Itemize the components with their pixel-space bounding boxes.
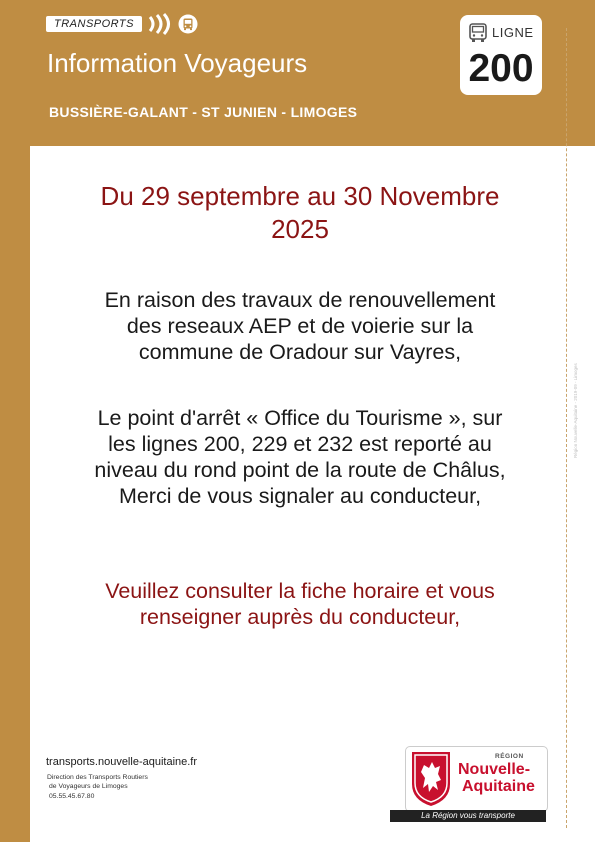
- route-subtitle: BUSSIÈRE-GALANT - ST JUNIEN - LIMOGES: [49, 104, 358, 120]
- region-tagline: La Région vous transporte: [390, 810, 546, 822]
- notice-paragraph-timetable: [40, 578, 560, 630]
- paragraph-line: les lignes 200, 229 et 232 est reporté au: [108, 432, 492, 456]
- page-title: Information Voyageurs: [47, 48, 308, 78]
- region-name-line: Aquitaine: [462, 778, 535, 795]
- paragraph-line: des reseaux AEP et de voierie sur la: [126, 314, 474, 338]
- paragraph-line: En raison des travaux de renouvellement: [104, 288, 496, 312]
- sound-waves-icon: [147, 13, 173, 35]
- right-dashed-border: [566, 28, 567, 828]
- website-link[interactable]: transports.nouvelle-aquitaine.fr: [46, 756, 198, 768]
- paragraph-line: renseigner auprès du conducteur,: [139, 605, 461, 629]
- lion-shield-icon: [410, 750, 452, 808]
- phone-number: 05.55.45.67.80: [49, 793, 95, 800]
- bus-icon: [178, 14, 198, 34]
- left-side-band: [0, 146, 30, 842]
- direction-line: Direction des Transports Routiers: [47, 774, 148, 781]
- date-line: 2025: [271, 214, 329, 244]
- ligne-label: LIGNE: [492, 25, 534, 40]
- bus-icon: [469, 23, 487, 43]
- paragraph-line: Merci de vous signaler au conducteur,: [118, 484, 482, 508]
- paragraph-line: Le point d'arrêt « Office du Tourisme », sur: [97, 406, 503, 430]
- paragraph-line: Veuillez consulter la fiche horaire et vous: [105, 579, 495, 603]
- date-line: Du 29 septembre au 30 Novembre: [100, 181, 500, 211]
- ligne-badge: [460, 15, 542, 95]
- region-logo: [405, 746, 548, 812]
- date-range: [40, 180, 560, 246]
- ligne-number: 200: [468, 47, 534, 90]
- vertical-footnote: Région Nouvelle-Aquitaine - 2019-09 - Limoges: [573, 363, 578, 458]
- direction-line: de Voyageurs de Limoges: [49, 783, 128, 790]
- paragraph-line: niveau du rond point de la route de Châlus,: [94, 458, 506, 482]
- notice-paragraph-works: [40, 287, 560, 365]
- region-name-line: Nouvelle-: [458, 761, 531, 778]
- region-label: RÉGION: [495, 753, 524, 760]
- paragraph-line: commune de Oradour sur Vayres,: [138, 340, 462, 364]
- notice-paragraph-stop: [40, 405, 560, 509]
- transports-tab: TRANSPORTS: [46, 16, 142, 32]
